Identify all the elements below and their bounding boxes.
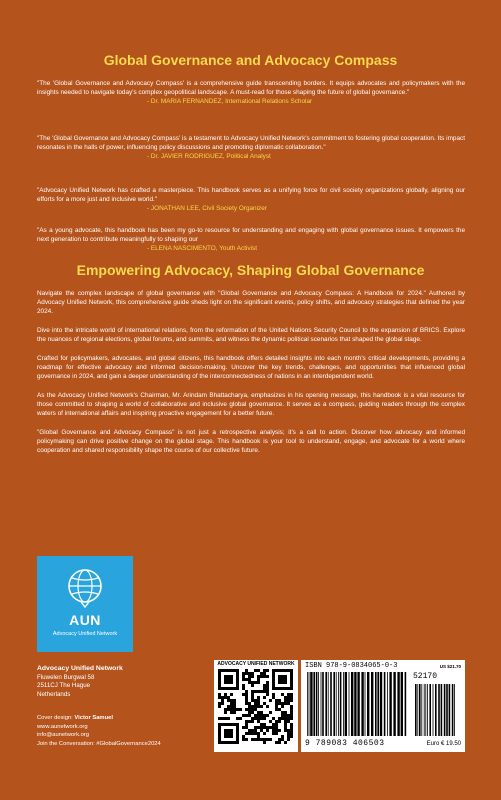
address-line: Netherlands	[37, 690, 71, 698]
cover-designer: Victor Samuel	[74, 715, 113, 721]
quote-text: "The 'Global Governance and Advocacy Compass' is a comprehensive guide transcending borders. It equips advocates and policymakers with the insights needed to navigate today's complex geopolitical landscape. A must-read for those shaping the future of global governance."	[37, 80, 465, 96]
qr-code	[218, 669, 294, 749]
quote-text: "As a young advocate, this handbook has been my go-to resource for understanding and engaging with global governance issues. It empowers the next generation to contribute meaningfully to shaping our	[37, 227, 465, 243]
addon-digits: 52170	[413, 672, 438, 681]
quote-attribution: - ELENA NASCIMENTO, Youth Activist	[147, 245, 257, 252]
quote-attribution: - Dr. JAVIER RODRIGUEZ, Political Analyst	[147, 153, 271, 160]
paragraph: Crafted for policymakers, advocates, and global citizens, this handbook offers detailed insights into each month's critical developments, providing a roadmap for effective advocacy and informed decision-making. Uncover the key trends, challenges, and opportunities that influenced global governance in 2024, and gain a deeper understanding of the interconnectedness of nations in an interdependent world.	[37, 355, 465, 380]
paragraph: Navigate the complex landscape of global governance with "Global Governance and Advocacy Compass: A Handbook for 2024." Authored by Advocacy Unified Network, this comprehensive guide sheds light on the significant events, policy shifts, and advocacy strategies that defined the year 2024.	[37, 290, 465, 315]
barcode-block	[301, 660, 465, 752]
globe-icon	[65, 566, 105, 608]
address-line: Fluwelen Burgwal 58	[37, 673, 95, 681]
logo-name: Advocacy Unified Network	[52, 631, 118, 637]
quote-text: "Advocacy Unified Network has crafted a masterpiece. This handbook serves as a unifying force for civil society organizations globally, aligning our efforts for a more just and inclusive world."	[37, 187, 465, 203]
quote-1	[37, 79, 465, 106]
cover-credit	[37, 714, 161, 723]
qr-code-block	[214, 660, 298, 752]
website: www.aunetwork.org	[37, 723, 88, 730]
publisher-name: Advocacy Unified Network	[37, 665, 123, 672]
barcode-digits: 9 789083 406503	[305, 739, 385, 748]
isbn-text: ISBN 978-9-0834065-0-3	[305, 662, 398, 670]
quote-2	[37, 134, 465, 161]
cover-label: Cover design:	[37, 715, 73, 721]
aun-logo	[37, 556, 133, 652]
logo-abbreviation: AUN	[69, 612, 101, 628]
barcode	[305, 672, 461, 738]
quote-attribution: - Dr. MARIA FERNANDEZ, International Relations Scholar	[147, 98, 313, 105]
email: info@aunetwork.org	[37, 732, 89, 738]
us-price: US $21.70	[439, 664, 461, 669]
paragraph: As the Advocacy Unified Network's Chairman, Mr. Arindam Bhattacharya, emphasizes in his opening message, this handbook is a vital resource for those committed to shaping a world of collaborative and inclusive global governance. It serves as a compass, guiding readers through the complex waters of international affairs and inspiring proactive engagement for a better future.	[37, 392, 465, 417]
quote-text: "The 'Global Governance and Advocacy Compass' is a testament to Advocacy Unified Network's commitment to fostering global cooperation. Its impact resonates in the halls of power, influencing policy discussions and promoting diplomatic collaboration."	[37, 135, 465, 151]
qr-label: ADVOCACY UNIFIED NETWORK	[217, 661, 295, 667]
address-line: 2511CJ The Hague	[37, 682, 91, 689]
paragraph: Dive into the intricate world of international relations, from the reformation of the United Nations Security Council to the expansion of BRICS. Explore the nuances of regional elections, global forums, and summits, and witness the dynamic political scenarios that shaped the global stage.	[37, 327, 465, 343]
description	[37, 289, 465, 465]
mid-heading: Empowering Advocacy, Shaping Global Governance	[76, 262, 425, 278]
euro-price: Euro € 19.50	[426, 741, 461, 747]
paragraph: "Global Governance and Advocacy Compass" is not just a retrospective analysis; it's a call to action. Discover how advocacy and informed policymaking can drive positive change on the global stage. This handbook is your tool to understand, engage, and advocate for a world where cooperation and shared responsibility shape the course of our collective future.	[37, 429, 465, 454]
top-heading: Global Governance and Advocacy Compass	[103, 52, 398, 68]
hashtag: Join the Conversation: #GlobalGovernance2024	[37, 740, 161, 747]
quote-attribution: - JONATHAN LEE, Civil Society Organizer	[147, 205, 267, 212]
quote-3	[37, 186, 465, 213]
publisher-block	[37, 665, 123, 699]
quote-4	[37, 226, 465, 253]
credits-block	[37, 714, 161, 748]
